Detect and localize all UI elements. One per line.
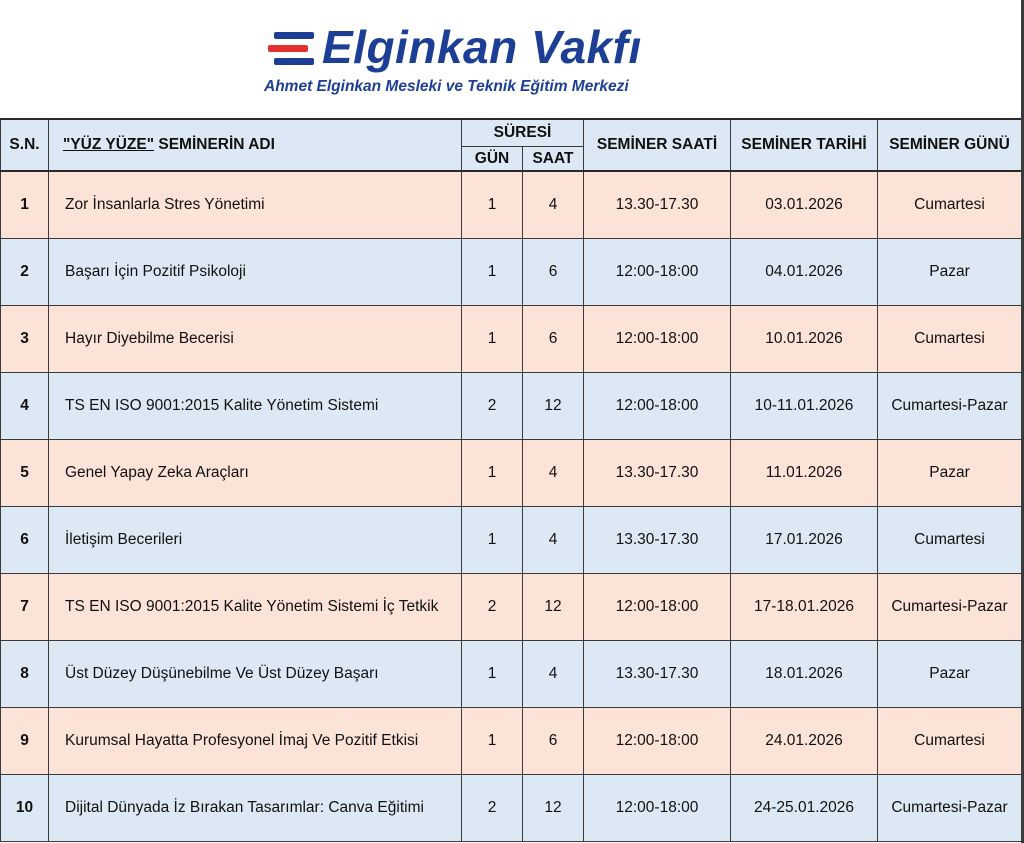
header-face-to-face: "YÜZ YÜZE" (63, 136, 155, 153)
header-time: SEMİNER SAATİ (584, 119, 731, 171)
cell-time: 13.30-17.30 (584, 507, 731, 574)
cell-time: 13.30-17.30 (584, 440, 731, 507)
cell-weekday: Cumartesi-Pazar (878, 373, 1022, 440)
cell-sn: 3 (1, 306, 49, 373)
cell-hour: 12 (523, 775, 584, 842)
header-day: GÜN (462, 147, 523, 172)
header-sn: S.N. (1, 119, 49, 171)
table-row (1, 641, 1022, 708)
cell-hour: 4 (523, 171, 584, 239)
cell-weekday: Cumartesi-Pazar (878, 775, 1022, 842)
cell-day: 2 (462, 775, 523, 842)
cell-hour: 4 (523, 507, 584, 574)
cell-sn: 5 (1, 440, 49, 507)
cell-weekday: Cumartesi-Pazar (878, 574, 1022, 641)
table-row (1, 239, 1022, 306)
cell-day: 1 (462, 306, 523, 373)
cell-day: 1 (462, 708, 523, 775)
cell-date: 10.01.2026 (731, 306, 878, 373)
cell-time: 12:00-18:00 (584, 775, 731, 842)
cell-sn: 8 (1, 641, 49, 708)
cell-seminar-name: Dijital Dünyada İz Bırakan Tasarımlar: Canva Eğitimi (49, 775, 462, 842)
cell-hour: 4 (523, 440, 584, 507)
cell-weekday: Pazar (878, 239, 1022, 306)
header-hour: SAAT (523, 147, 584, 172)
cell-seminar-name: TS EN ISO 9001:2015 Kalite Yönetim Sistemi (49, 373, 462, 440)
header-name-rest: SEMİNERİN ADI (154, 136, 275, 153)
cell-seminar-name: TS EN ISO 9001:2015 Kalite Yönetim Sistemi İç Tetkik (49, 574, 462, 641)
cell-weekday: Pazar (878, 641, 1022, 708)
cell-time: 13.30-17.30 (584, 171, 731, 239)
cell-weekday: Cumartesi (878, 306, 1022, 373)
elginkan-logo-icon (268, 32, 314, 66)
cell-day: 1 (462, 171, 523, 239)
cell-sn: 2 (1, 239, 49, 306)
cell-hour: 12 (523, 373, 584, 440)
cell-sn: 4 (1, 373, 49, 440)
table-row (1, 775, 1022, 842)
cell-sn: 9 (1, 708, 49, 775)
cell-hour: 6 (523, 306, 584, 373)
table-row (1, 306, 1022, 373)
header-date: SEMİNER TARİHİ (731, 119, 878, 171)
cell-weekday: Cumartesi (878, 507, 1022, 574)
cell-weekday: Cumartesi (878, 708, 1022, 775)
cell-date: 18.01.2026 (731, 641, 878, 708)
cell-date: 24-25.01.2026 (731, 775, 878, 842)
cell-sn: 1 (1, 171, 49, 239)
logo-subtitle: Ahmet Elginkan Mesleki ve Teknik Eğitim Merkezi (264, 78, 629, 95)
logo-title: Elginkan Vakfı (322, 21, 642, 73)
cell-hour: 6 (523, 708, 584, 775)
cell-sn: 7 (1, 574, 49, 641)
cell-day: 2 (462, 373, 523, 440)
cell-day: 1 (462, 440, 523, 507)
table-row (1, 574, 1022, 641)
cell-hour: 12 (523, 574, 584, 641)
cell-day: 1 (462, 239, 523, 306)
cell-date: 04.01.2026 (731, 239, 878, 306)
cell-time: 12:00-18:00 (584, 574, 731, 641)
seminar-table (0, 118, 1022, 842)
cell-seminar-name: Üst Düzey Düşünebilme Ve Üst Düzey Başarı (49, 641, 462, 708)
cell-day: 1 (462, 507, 523, 574)
table-row (1, 171, 1022, 239)
header-seminar-name (49, 119, 462, 171)
cell-time: 13.30-17.30 (584, 641, 731, 708)
cell-seminar-name: İletişim Becerileri (49, 507, 462, 574)
cell-hour: 4 (523, 641, 584, 708)
cell-seminar-name: Kurumsal Hayatta Profesyonel İmaj Ve Pozitif Etkisi (49, 708, 462, 775)
cell-time: 12:00-18:00 (584, 306, 731, 373)
cell-date: 11.01.2026 (731, 440, 878, 507)
table-row (1, 373, 1022, 440)
cell-date: 03.01.2026 (731, 171, 878, 239)
cell-hour: 6 (523, 239, 584, 306)
cell-date: 17.01.2026 (731, 507, 878, 574)
cell-time: 12:00-18:00 (584, 708, 731, 775)
table-row (1, 440, 1022, 507)
logo-header (0, 0, 1021, 118)
cell-weekday: Pazar (878, 440, 1022, 507)
header-duration: SÜRESİ (462, 119, 584, 147)
cell-date: 24.01.2026 (731, 708, 878, 775)
table-row (1, 708, 1022, 775)
cell-time: 12:00-18:00 (584, 373, 731, 440)
cell-day: 1 (462, 641, 523, 708)
cell-seminar-name: Genel Yapay Zeka Araçları (49, 440, 462, 507)
cell-weekday: Cumartesi (878, 171, 1022, 239)
cell-seminar-name: Zor İnsanlarla Stres Yönetimi (49, 171, 462, 239)
cell-time: 12:00-18:00 (584, 239, 731, 306)
cell-sn: 6 (1, 507, 49, 574)
cell-sn: 10 (1, 775, 49, 842)
cell-day: 2 (462, 574, 523, 641)
cell-date: 10-11.01.2026 (731, 373, 878, 440)
header-weekday: SEMİNER GÜNÜ (878, 119, 1022, 171)
cell-date: 17-18.01.2026 (731, 574, 878, 641)
table-row (1, 507, 1022, 574)
cell-seminar-name: Başarı İçin Pozitif Psikoloji (49, 239, 462, 306)
cell-seminar-name: Hayır Diyebilme Becerisi (49, 306, 462, 373)
